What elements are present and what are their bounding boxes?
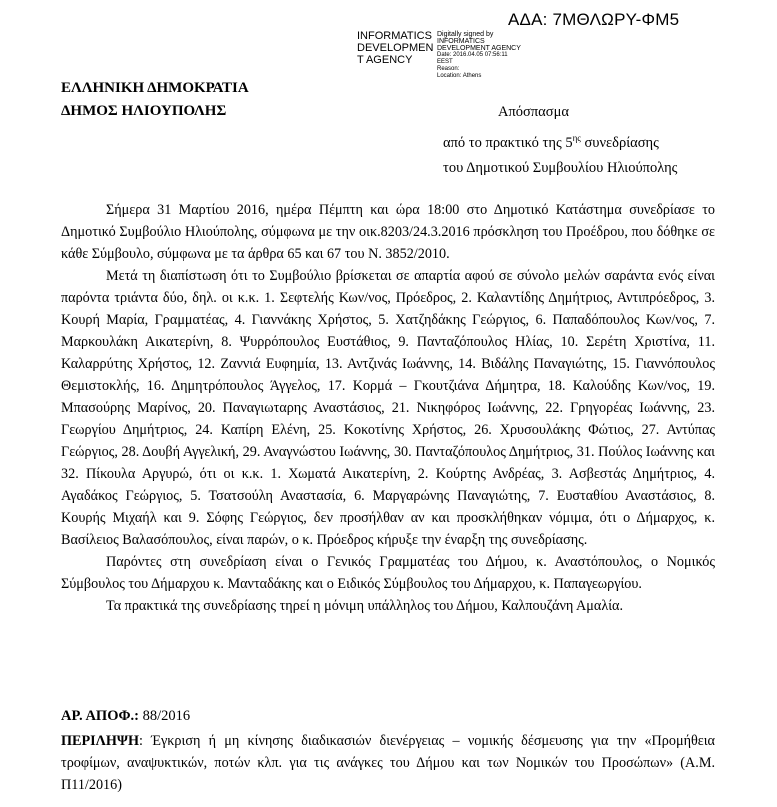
signature-reason: Reason: [437,66,460,72]
municipality-name: ΔΗΜΟΣ ΗΛΙΟΥΠΟΛΗΣ [61,103,227,119]
ada-code: ΑΔΑ: 7ΜΘΛΩΡΥ-ΦΜ5 [508,10,680,29]
decision-label: ΑΡ. ΑΠΟΦ.: [61,708,139,724]
signature-date: Date: 2016.04.05 07:56:11 [437,52,508,58]
signature-organization: INFORMATICS DEVELOPMEN T AGENCY [357,30,434,66]
signature-line: INFORMATICS [437,38,485,45]
signature-line: EEST [437,59,453,65]
decision-number [61,708,190,725]
signature-location: Location: Athens [437,73,482,79]
summary-label: ΠΕΡΙΛΗΨΗ [61,733,139,749]
signature-line: Digitally signed by [437,31,494,38]
excerpt-label: Απόσπασμα [498,104,569,120]
document-header [61,77,249,123]
minutes-reference [443,126,677,181]
opening-paragraph: Σήμερα 31 Μαρτίου 2016, ημέρα Πέμπτη και ώρα 18:00 στο Δημοτικό Κατάστημα συνεδρίασε το Δημοτικό Συμβούλιο Ηλιούπολης, σύμφωνα με την οικ.8203/24.3.2016 πρόσκληση του Προέδρου, που δόθηκε σε κάθε Σύμβουλο, σύμφωνα με τα άρθρα 65 και 67 του Ν. 3852/2010. [61,202,715,262]
digital-signature-details [437,31,547,80]
secretary-paragraph: Τα πρακτικά της συνεδρίασης τηρεί η μόνιμη υπάλληλος του Δήμου, Καλπουζάνη Αμαλία. [106,598,624,614]
signature-line: DEVELOPMENT AGENCY [437,45,521,52]
summary-text: : Έγκριση ή μη κίνησης διαδικασιών διενέργειας – νομικής δέσμευσης για την «Προμήθεια τροφίμων, αναψυκτικών, ποτών κλπ. για τις ανάγκες του Δήμου και των Νομικών του Προσώπων» (Α.Μ. Π11/2016) [61,733,715,793]
attendance-paragraph: Μετά τη διαπίστωση ότι το Συμβούλιο βρίσκεται σε απαρτία αφού σε σύνολο μελών σαράντα ενός είναι παρόντα τριάντα δύο, δηλ. οι κ.κ. 1. Σεφτελής Κων/νος, Πρόεδρος, 2. Καλαντίδης Δημήτριος, Αντιπρόεδρος, 3. Κουρή Μαρία, Γραμματέας, 4. Γιαννάκης Χρήστος, 5. Χατζηδάκης Γεώργιος, 6. Παπαδόπουλος Κων/νος, 7. Μαρκουλάκη Αικατερίνη, 8. Ψυρρόπουλος Ευστάθιος, 9. Πανταζόπουλος Ηλίας, 10. Σερέτη Χριστίνα, 11. Καλαρρύτης Χρήστος, 12. Ζαννιά Ευφημία, 13. Αντζινάς Ιωάννης, 14. Βιδάλης Παναγιώτης, 15. Γιαννόπουλος Θεμιστοκλής, 16. Δημητρόπουλος Άγγελος, 17. Κορμά – Γκουτζιάνα Δήμητρα, 18. Καλούδης Κων/νος, 19. Μπασούρης Μαρίνος, 20. Παναγιωταρης Αναστάσιος, 21. Νικηφόρος Ιωάννης, 22. Γρηγορέας Ιωάννης, 23. Γεωργίου Δημήτριος, 24. Καπίρη Ελένη, 25. Κοκοτίνης Χρήστος, 26. Χρυσουλάκης Φώτιος, 27. Αντύπας Γεώργιος, 28. Δουβή Αγγελική, 29. Αναγνώστου Ιωάννης, 30. Πανταζόπουλος Δημήτριος, 31. Πούλος Ιωάννης και 32. Πίκουλα Αργυρώ, ότι οι κ.κ. 1. Χωματά Αικατερίνη, 2. Κούρτης Ανδρέας, 3. Ασβεστάς Δημήτριος, 4. Αγαδάκος Γεώργιος, 5. Τσατσούλη Αναστασία, 6. Μαργαρώνης Παναγιώτης, 7. Ευσταθίου Αναστάσιος, 8. Κουρής Μιχαήλ και 9. Σόφης Γεώργιος, δεν προσήλθαν αν και προσκλήθηκαν νόμιμα, ότι ο Δήμαρχος, κ. Βασίλειος Βαλασόπουλος, είναι παρών, ο κ. Πρόεδρος κήρυξε την έναρξη της συνεδρίασης. [61,268,715,548]
minutes-council-line: του Δημοτικού Συμβουλίου Ηλιούπολης [443,159,678,176]
minutes-body [61,199,715,617]
attendees-paragraph: Παρόντες στη συνεδρίαση είναι ο Γενικός Γραμματέας του Δήμου, κ. Αναστόπουλος, ο Νομικός Σύμβουλος του Δήμαρχου κ. Μανταδάκης και ο Ειδικός Σύμβουλος του Δήμαρχου, κ. Παπαγεωργίου. [61,554,715,592]
country-name: ΕΛΛΗΝΙΚΗ ΔΗΜΟΚΡΑΤΙΑ [61,80,249,96]
decision-summary [61,730,715,796]
decision-value: 88/2016 [138,708,191,724]
minutes-session-line: από το πρακτικό της $5^{\eta\varsigma}$ συνεδρίασης [443,133,659,151]
